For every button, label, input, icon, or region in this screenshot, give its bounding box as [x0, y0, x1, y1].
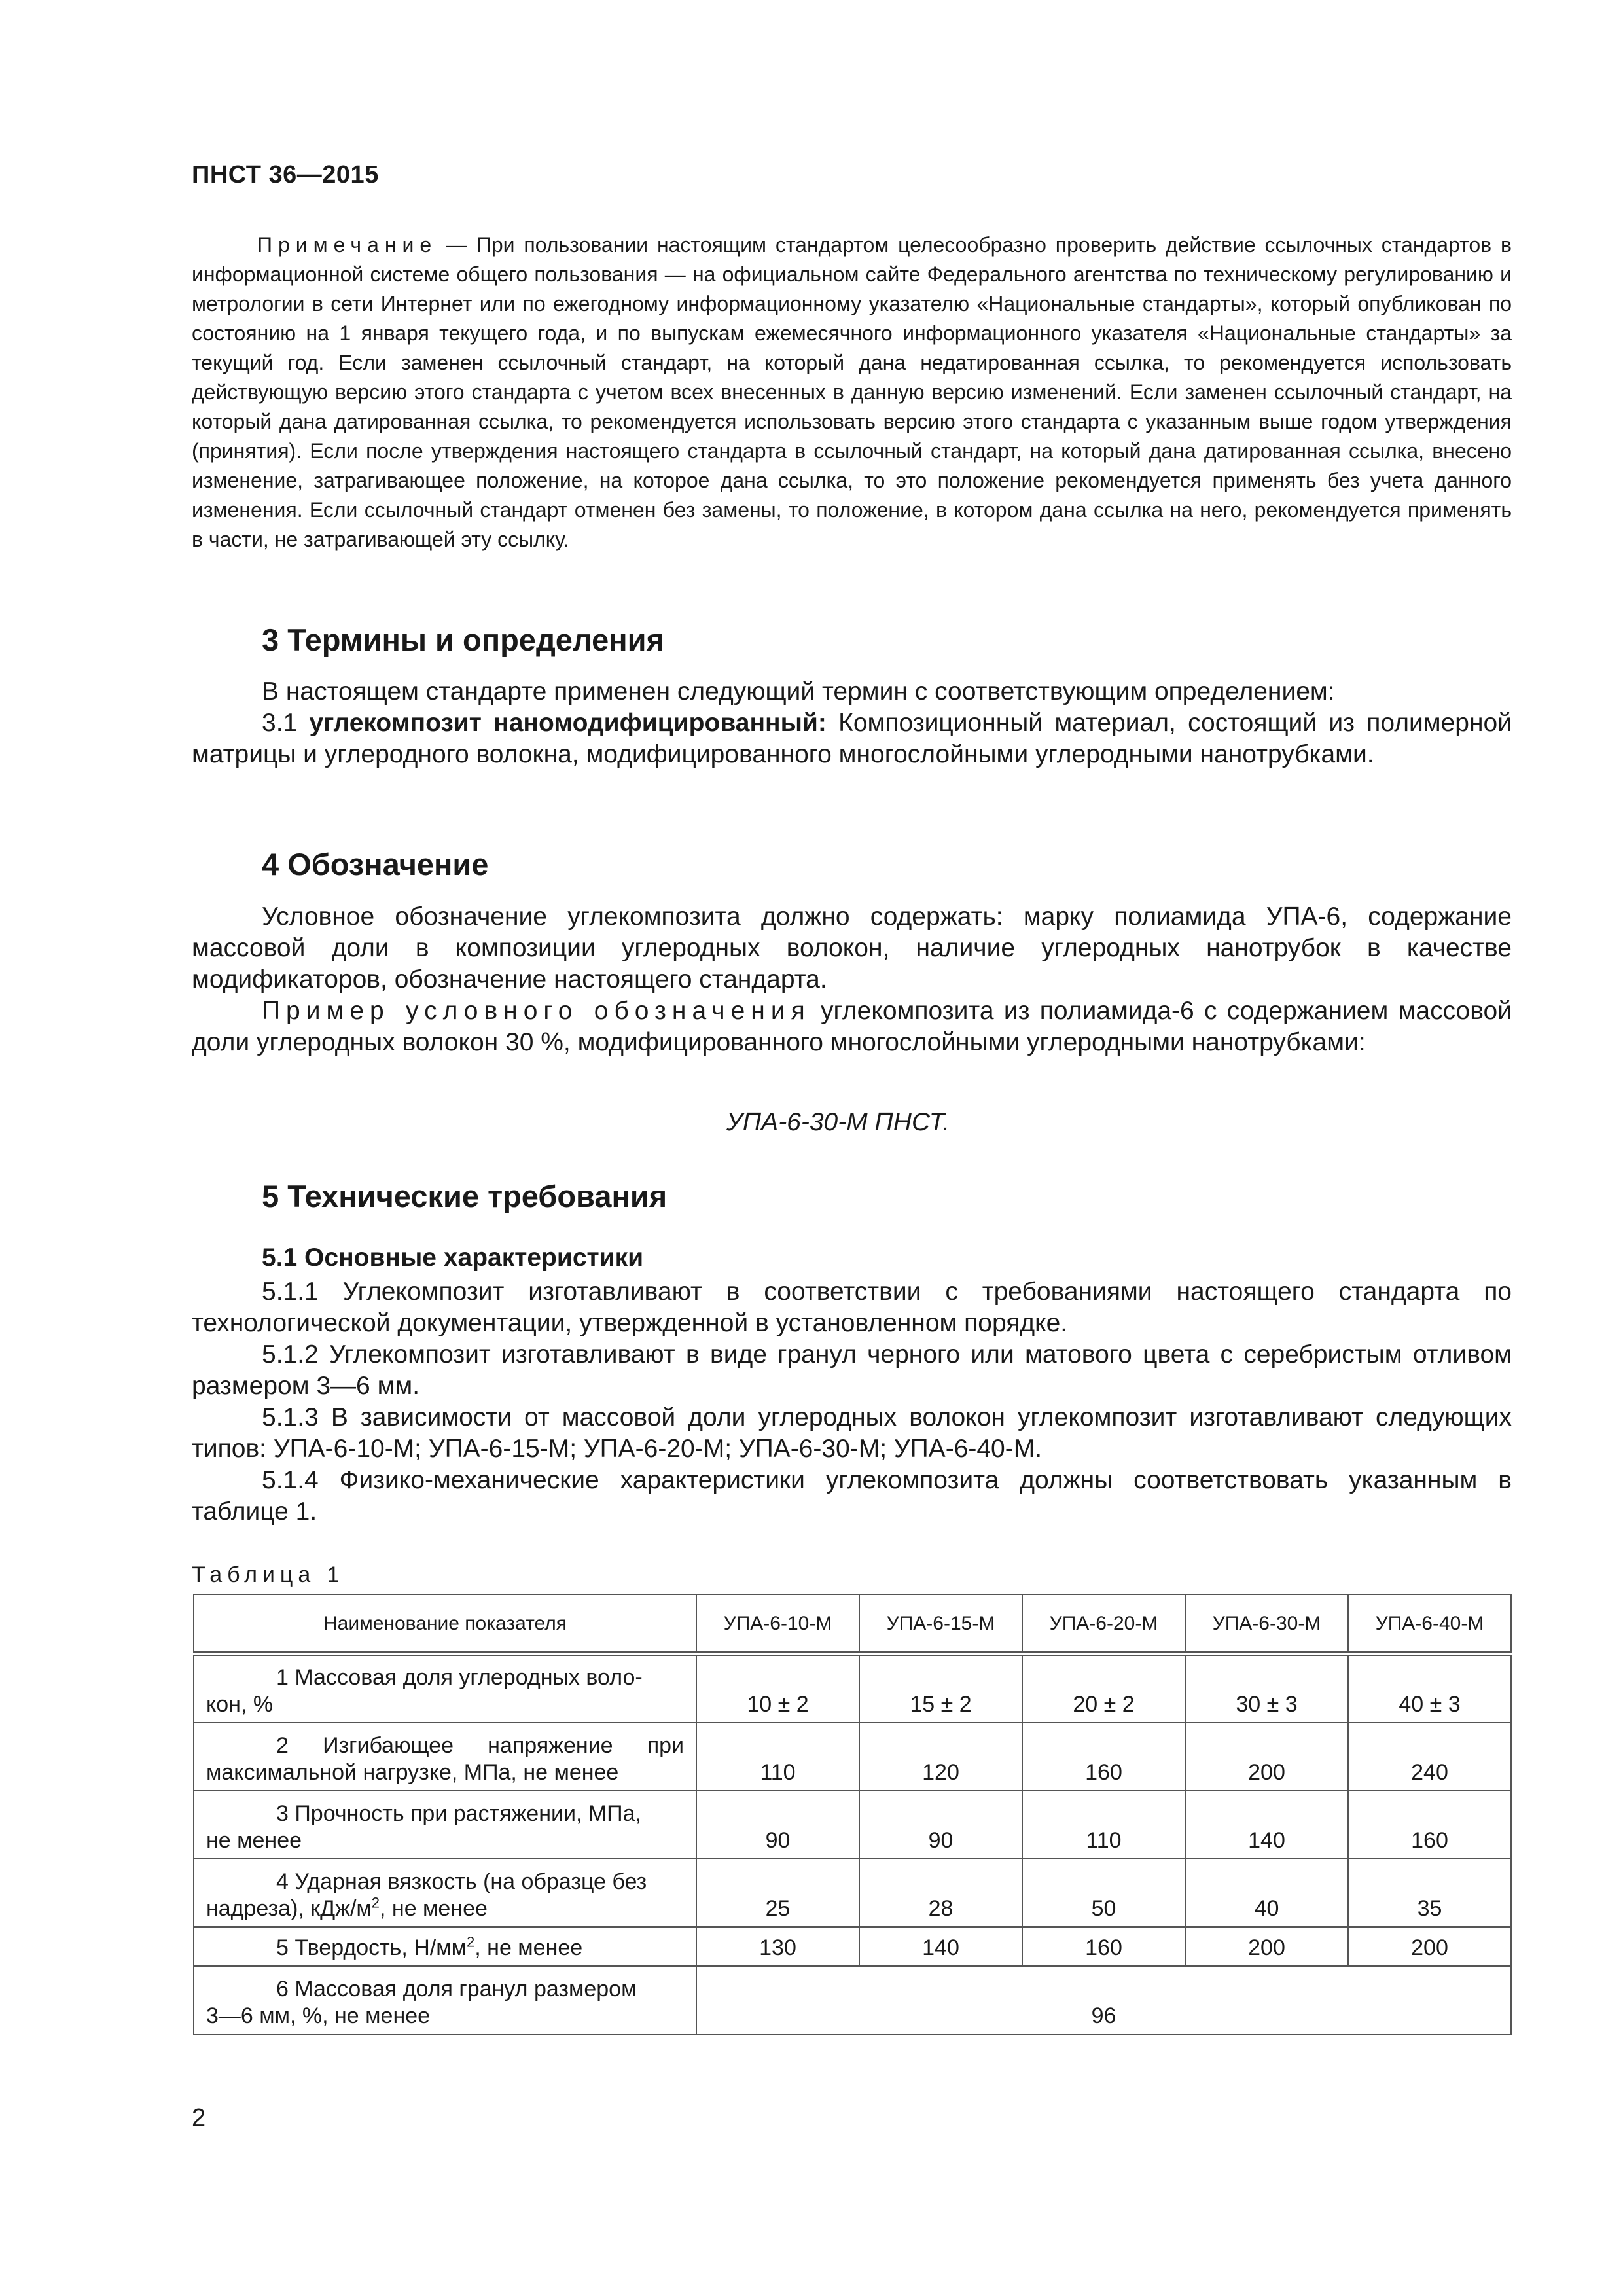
section-3-body	[192, 676, 1512, 770]
header-cell: УПА-6-20-М	[1022, 1594, 1185, 1654]
superscript: 2	[371, 1894, 380, 1911]
table-header-row	[194, 1594, 1511, 1654]
value-cell: 25	[696, 1859, 859, 1927]
value-cell: 28	[859, 1859, 1022, 1927]
table-row	[194, 1723, 1511, 1791]
example-label: Пример условного обозначения	[262, 997, 811, 1025]
row-name-line	[206, 1895, 684, 1922]
header-cell: УПА-6-10-М	[696, 1594, 859, 1654]
row-name-line: 3—6 мм, %, не менее	[206, 2003, 431, 2028]
row-name-line	[206, 1935, 684, 1962]
clause-5-1-3: 5.1.3 В зависимости от массовой доли углеродных волокон углекомпозит изготавливают следующих типов: УПА-6-10-М; УПА-6-15-М; УПА-6-20-М; УПА-6-30-М; УПА-6-40-М.	[192, 1403, 1512, 1463]
row-name-cell	[194, 1723, 696, 1791]
row-name-text: 5 Твердость, Н/мм	[276, 1935, 467, 1960]
note-dash: —	[437, 233, 476, 257]
value-cell: 35	[1348, 1859, 1511, 1927]
row-name-line: 1 Массовая доля углеродных воло-	[276, 1664, 643, 1690]
clause-5-1-4: 5.1.4 Физико-механические характеристики углекомпозита должны соответствовать указанным в таблице 1.	[192, 1466, 1512, 1526]
value-cell: 110	[696, 1723, 859, 1791]
clause-5-1-2: 5.1.2 Углекомпозит изготавливают в виде гранул черного или матового цвета с серебристым отливом размером 3—6 мм.	[192, 1340, 1512, 1400]
value-cell: 30 ± 3	[1185, 1654, 1348, 1723]
row-name-line: 6 Массовая доля гранул размером	[276, 1976, 637, 2001]
section-5-title: 5 Технические требования	[262, 1179, 668, 1213]
term-name: углекомпозит наномодифицированный:	[309, 709, 827, 737]
properties-table	[193, 1594, 1512, 2035]
value-cell: 130	[696, 1927, 859, 1966]
value-cell: 140	[1185, 1791, 1348, 1859]
value-cell: 90	[859, 1791, 1022, 1859]
value-cell: 140	[859, 1927, 1022, 1966]
subsection-5-1-title: 5.1 Основные характеристики	[262, 1244, 644, 1272]
page-number: 2	[192, 2104, 206, 2132]
value-cell: 90	[696, 1791, 859, 1859]
document-id: ПНСТ 36—2015	[192, 161, 379, 188]
note-label: Примечание	[257, 233, 438, 257]
value-cell: 200	[1185, 1927, 1348, 1966]
section-5-body	[192, 1276, 1512, 1528]
header-cell: УПА-6-15-М	[859, 1594, 1022, 1654]
row-name-text: надреза), кДж/м	[206, 1895, 372, 1921]
row-name-line: 3 Прочность при растяжении, МПа,	[276, 1801, 641, 1826]
table-row	[194, 1966, 1511, 2034]
row-name-line: 2 Изгибающее напряжение при	[276, 1732, 684, 1758]
term-number: 3.1	[262, 709, 310, 737]
value-cell: 160	[1022, 1723, 1185, 1791]
row-name-cell	[194, 1654, 696, 1723]
value-cell: 10 ± 2	[696, 1654, 859, 1723]
header-cell: Наименование показателя	[194, 1594, 696, 1654]
value-cell: 20 ± 2	[1022, 1654, 1185, 1723]
row-name-cell	[194, 1859, 696, 1927]
row-name-line: максимальной нагрузке, МПа, не менее	[206, 1759, 619, 1785]
row-name-line: кон, %	[206, 1691, 274, 1717]
clause-5-1-1: 5.1.1 Углекомпозит изготавливают в соответствии с требованиями настоящего стандарта по технологической документации, утвержденной в установленном порядке.	[192, 1278, 1512, 1337]
value-cell: 15 ± 2	[859, 1654, 1022, 1723]
value-cell: 200	[1348, 1927, 1511, 1966]
section-4-p1: Условное обозначение углекомпозита должно содержать: марку полиамида УПА-6, содержание массовой доли в композиции углеродных волокон, наличие углеродных нанотрубок в качестве модификаторов, обозначение настоящего стандарта.	[192, 903, 1512, 994]
table-row	[194, 1791, 1511, 1859]
value-cell: 40 ± 3	[1348, 1654, 1511, 1723]
table-row	[194, 1859, 1511, 1927]
term-definition: Композиционный материал, состоящий из полимерной матрицы и углеродного волокна, модифицированного многослойными углеродными нанотрубками.	[192, 709, 1512, 768]
section-4-body	[192, 901, 1512, 1058]
example-text: углекомпозита из полиамида-6 с содержанием массовой доли углеродных волокон 30 %, модифицированного многослойными углеродными нанотрубками:	[192, 997, 1512, 1056]
table-row	[194, 1927, 1511, 1966]
term-paragraph	[192, 708, 1512, 770]
row-name-line: не менее	[206, 1827, 302, 1853]
value-cell: 160	[1348, 1791, 1511, 1859]
value-cell: 50	[1022, 1859, 1185, 1927]
section-3-title: 3 Термины и определения	[262, 622, 664, 657]
section-4-title: 4 Обозначение	[262, 847, 489, 882]
row-name-cell	[194, 1791, 696, 1859]
value-cell: 110	[1022, 1791, 1185, 1859]
designation-example: УПА-6-30-М ПНСТ.	[726, 1108, 950, 1136]
value-cell: 120	[859, 1723, 1022, 1791]
merged-value-cell: 96	[696, 1966, 1511, 2034]
row-name-cell	[194, 1927, 696, 1966]
value-cell: 240	[1348, 1723, 1511, 1791]
section-3-intro: В настоящем стандарте применен следующий термин с соответствующим определением:	[262, 677, 1335, 706]
row-name-cell	[194, 1966, 696, 2034]
example-paragraph	[192, 996, 1512, 1058]
value-cell: 160	[1022, 1927, 1185, 1966]
header-cell: УПА-6-40-М	[1348, 1594, 1511, 1654]
superscript: 2	[467, 1933, 475, 1950]
note-block	[192, 230, 1512, 554]
row-name-text: , не менее	[474, 1935, 583, 1960]
value-cell: 40	[1185, 1859, 1348, 1927]
table-row	[194, 1654, 1511, 1723]
row-name-text: , не менее	[380, 1895, 488, 1921]
value-cell: 200	[1185, 1723, 1348, 1791]
row-name-line: 4 Ударная вязкость (на образце без	[276, 1869, 647, 1894]
header-cell: УПА-6-30-М	[1185, 1594, 1348, 1654]
table-caption: Таблица 1	[192, 1562, 345, 1587]
note-text: При пользовании настоящим стандартом целесообразно проверить действие ссылочных стандартов в информационной системе общего пользования — на официальном сайте Федерального агентства по техническому регулированию и метрологии в сети Интернет или по ежегодному информационному указателю «Национальные стандарты», который опубликован по состоянию на 1 января текущего года, и по выпускам ежемесячного информационного указателя «Национальные стандарты» за текущий год. Если заменен ссылочный стандарт, на который дана недатированная ссылка, то рекомендуется использовать действующую версию этого стандарта с учетом всех внесенных в данную версию изменений. Если заменен ссылочный стандарт, на который дана датированная ссылка, то рекомендуется использовать версию этого стандарта с указанным выше годом утверждения (принятия). Если после утверждения настоящего стандарта в ссылочный стандарт, на который дана датированная ссылка, внесено изменение, затрагивающее положение, на которое дана ссылка, то это положение рекомендуется применять без учета данного изменения. Если ссылочный стандарт отменен без замены, то положение, в котором дана ссылка на него, рекомендуется применять в части, не затрагивающей эту ссылку.	[192, 233, 1512, 551]
